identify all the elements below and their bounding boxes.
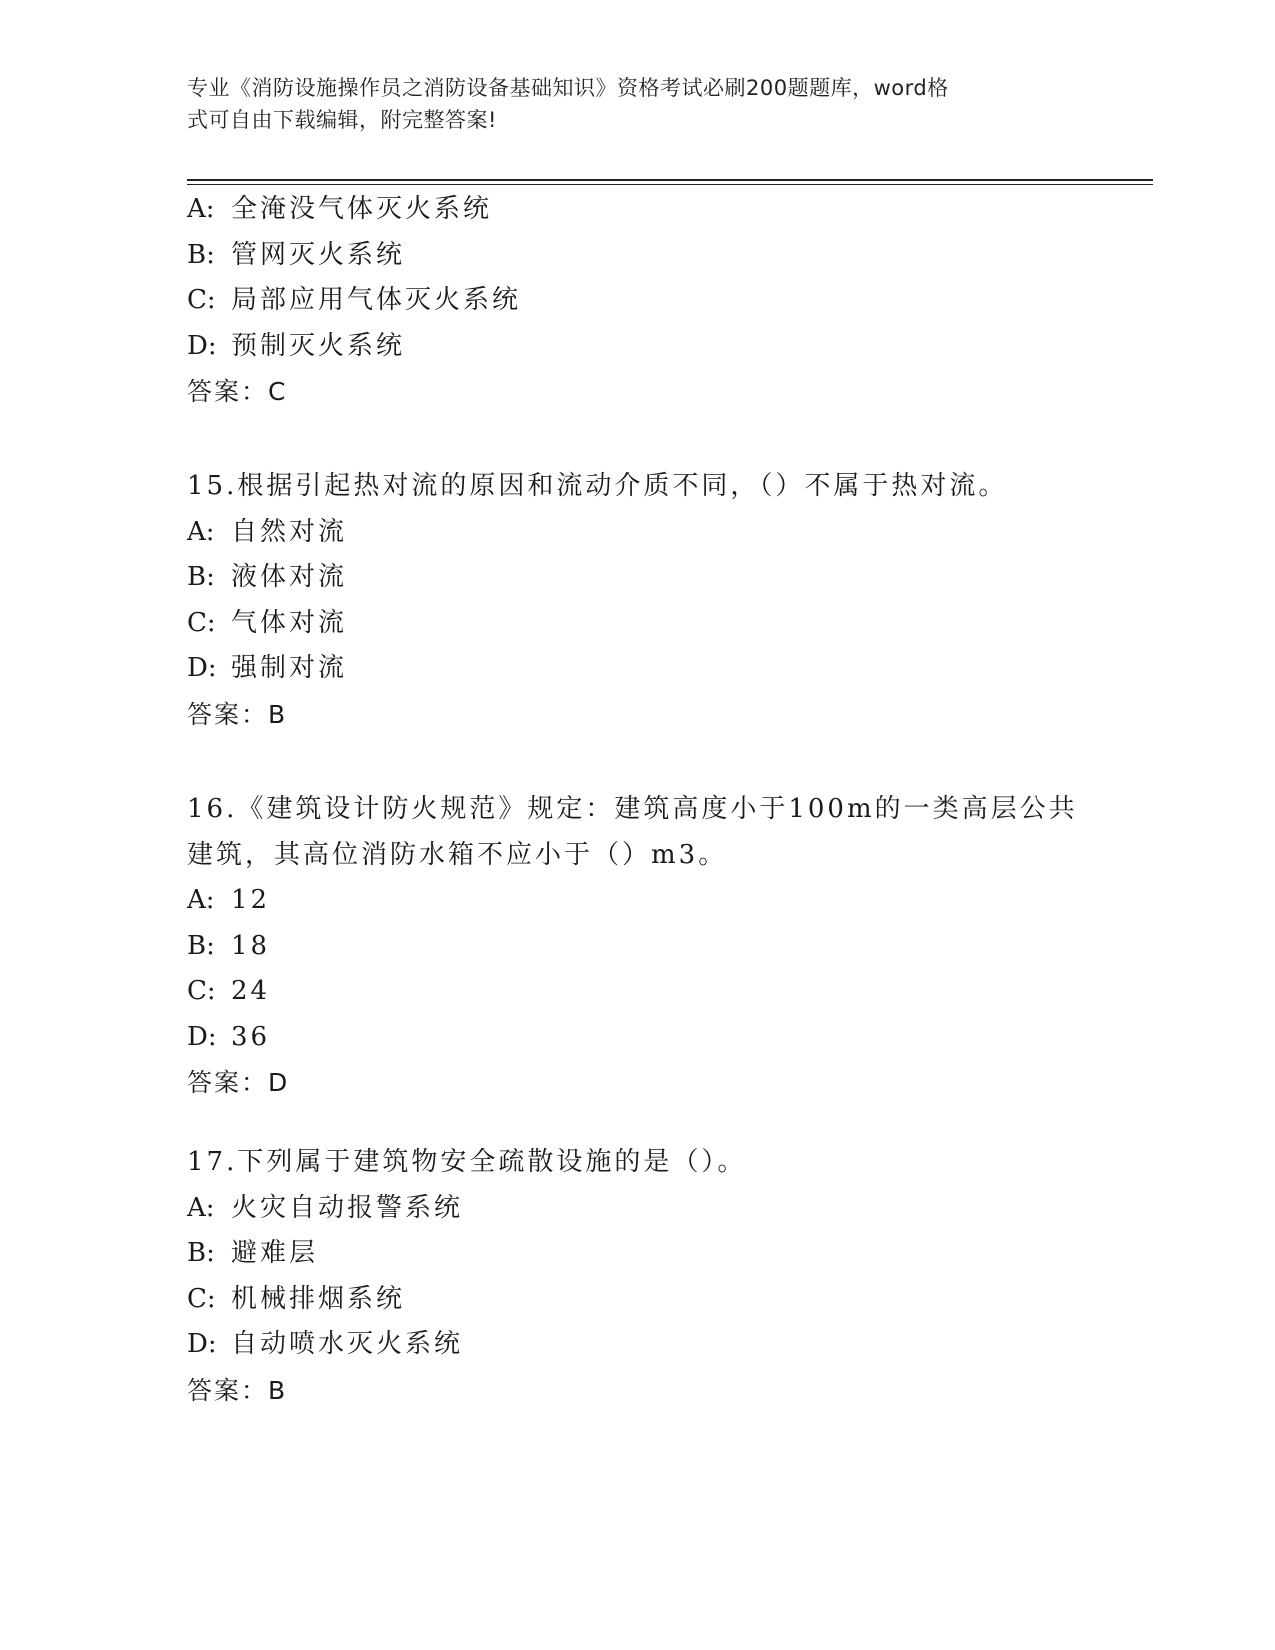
option-b (187, 1231, 1187, 1277)
option-label: A: (187, 516, 215, 547)
option-text: 液体对流 (231, 562, 348, 592)
option-label: B: (187, 1238, 215, 1268)
option-c (187, 601, 1187, 647)
option-text: 强制对流 (231, 653, 348, 683)
option-label: A: (187, 194, 215, 224)
option-label: C: (187, 1283, 216, 1314)
option-a (187, 510, 1187, 556)
question-text-line-1: 16.《建筑设计防火规范》规定：建筑高度小于100m的一类高层公共 (187, 794, 1078, 824)
option-text: 气体对流 (231, 607, 348, 638)
header-line-2: 式可自由下载编辑，附完整答案! (187, 108, 497, 132)
option-label: D: (187, 653, 217, 683)
option-b (187, 233, 1187, 279)
option-label: B: (187, 239, 215, 270)
option-c (187, 969, 1187, 1015)
option-d (187, 324, 1187, 370)
option-d (187, 1322, 1187, 1368)
option-text: 避难层 (231, 1238, 319, 1268)
option-text: 12 (231, 885, 271, 915)
question-block-16 (187, 787, 1187, 1106)
option-label: C: (187, 976, 216, 1006)
option-text: 自动喷水灭火系统 (231, 1329, 464, 1359)
header-divider-thin (187, 184, 1153, 185)
option-a (187, 878, 1187, 924)
option-a (187, 187, 1187, 233)
answer: 答案：B (187, 1375, 288, 1405)
question-text: 17.下列属于建筑物安全疏散设施的是（）。 (187, 1147, 747, 1177)
question-text: 15.根据引起热对流的原因和流动介质不同，（）不属于热对流。 (187, 471, 1008, 501)
answer: 答案：B (187, 699, 288, 729)
option-d (187, 1015, 1187, 1061)
option-text: 管网灭火系统 (231, 239, 406, 270)
option-label: D: (187, 1329, 217, 1359)
option-d (187, 646, 1187, 692)
option-label: D: (187, 1021, 217, 1052)
option-label: A: (187, 885, 215, 915)
option-label: C: (187, 607, 216, 638)
question-block-17 (187, 1140, 1187, 1413)
question-text-line-2: 建筑，其高位消防水箱不应小于（）m3。 (187, 839, 728, 870)
question-block-15 (187, 464, 1187, 737)
option-text: 全淹没气体灭火系统 (231, 194, 493, 224)
option-text: 18 (231, 930, 271, 961)
option-label: B: (187, 930, 215, 961)
option-text: 24 (231, 976, 271, 1006)
header-divider-thick (187, 179, 1153, 181)
header-line-1: 专业《消防设施操作员之消防设备基础知识》资格考试必刷200题题库，word格 (187, 76, 949, 100)
document-header (187, 72, 1067, 136)
option-label: D: (187, 330, 217, 361)
option-text: 自然对流 (231, 516, 348, 547)
option-a (187, 1186, 1187, 1232)
option-label: C: (187, 285, 216, 315)
option-c (187, 278, 1187, 324)
option-text: 机械排烟系统 (231, 1283, 406, 1314)
option-text: 预制灭火系统 (231, 330, 406, 361)
option-text: 火灾自动报警系统 (231, 1192, 464, 1223)
answer: 答案：D (187, 1068, 290, 1097)
option-b (187, 555, 1187, 601)
option-text: 36 (231, 1021, 271, 1052)
option-label: A: (187, 1192, 215, 1223)
question-block-14 (187, 187, 1187, 415)
answer: 答案：C (187, 377, 288, 406)
option-label: B: (187, 562, 215, 592)
option-b (187, 924, 1187, 970)
option-text: 局部应用气体灭火系统 (231, 285, 522, 315)
option-c (187, 1277, 1187, 1323)
